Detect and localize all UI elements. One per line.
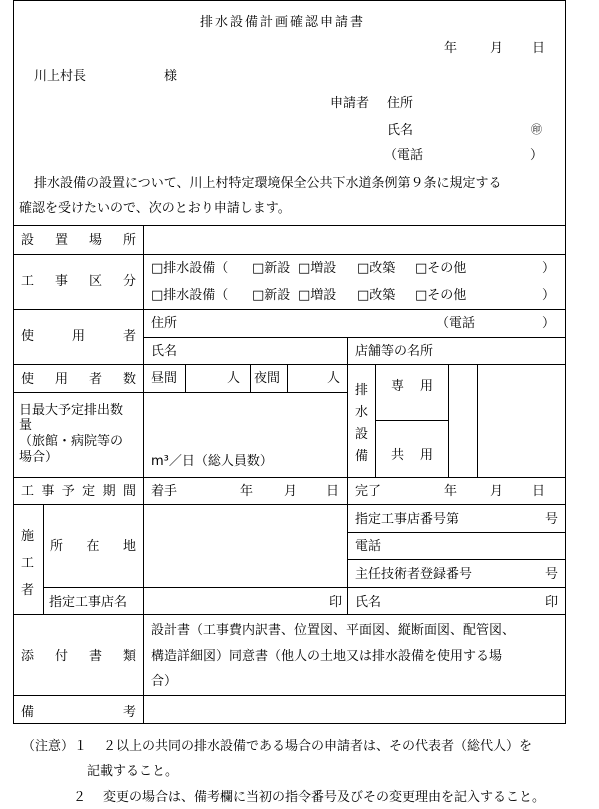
location-label-text-char-1: 置 (54, 233, 68, 248)
applicant-address-label: 住所 (387, 96, 414, 111)
start-label: 着手 (151, 484, 178, 499)
complete-year: 年 (444, 484, 458, 499)
schedule-label-text-char-5: 間 (122, 484, 136, 499)
applicant-role: 申請者 (330, 96, 370, 111)
contractor-address-label-text-char-1: 在 (86, 539, 100, 554)
start-month: 月 (284, 484, 298, 499)
user-label-text-char-1: 用 (71, 329, 85, 344)
exclusive-label (391, 380, 433, 393)
applicant-phone-close: ） (530, 148, 544, 163)
attachments-line-3: 合） (151, 674, 178, 689)
user-name-label: 氏名 (151, 344, 178, 359)
shared-label (391, 449, 433, 462)
date-year-label: 年 (444, 41, 458, 56)
discharge-unit: m³／日（総人員数） (151, 454, 273, 469)
night-label: 夜間 (254, 371, 281, 386)
remodel-option-2[interactable]: □改築 (357, 288, 396, 303)
chief-engineer-label: 主任技術者登録番号 (355, 567, 473, 582)
daytime-label: 昼間 (151, 371, 178, 386)
attachments-label-text-char-0: 添 (21, 649, 35, 664)
attachments-label-text-char-3: 類 (122, 649, 136, 664)
form-title: 排水設備計画確認申請書 (200, 15, 366, 30)
max-discharge-label-4: 場合） (19, 450, 59, 465)
attachments-label-text-char-1: 付 (54, 649, 68, 664)
user-label-text-char-2: 者 (122, 329, 136, 344)
note-2-number: ２ (73, 790, 87, 805)
designated-number-suffix: 号 (545, 512, 559, 527)
daytime-person-unit: 人 (227, 371, 241, 386)
schedule-label-text-char-0: 工 (21, 484, 35, 499)
location-label-text-char-3: 所 (122, 233, 136, 248)
user-count-label-text-char-3: 数 (122, 372, 136, 387)
schedule-label-text-char-1: 事 (41, 484, 55, 499)
intro-line-2: 確認を受けたいので、次のとおり申請します。 (19, 201, 291, 216)
work-type-label-text-char-3: 分 (122, 274, 136, 289)
addressee-suffix: 様 (164, 69, 178, 84)
shared-label-text-char-1: 用 (419, 448, 433, 463)
user-phone-open: （電話 (436, 316, 476, 331)
applicant-name-label: 氏名 (387, 123, 414, 138)
new-option-2[interactable]: □新設 (252, 288, 291, 303)
complete-month: 月 (490, 484, 504, 499)
start-year: 年 (240, 484, 254, 499)
addressee-name: 川上村長 (34, 69, 87, 84)
seal-mark: ㊞ (531, 123, 542, 136)
work-type-line-1[interactable] (151, 262, 228, 275)
location-label-text-char-2: 場 (88, 233, 102, 248)
remodel-option-1[interactable]: □改築 (357, 261, 396, 276)
contractor-address-label (50, 540, 136, 553)
user-address-label: 住所 (151, 316, 178, 331)
max-discharge-label-2: 量 (19, 418, 33, 433)
schedule-label (21, 485, 136, 498)
exclusive-label-text-char-1: 用 (419, 379, 433, 394)
schedule-label-text-char-2: 予 (61, 484, 75, 499)
max-discharge-label-1: 日最大予定排出数 (19, 403, 124, 418)
drain-equip-vertical-label: 排水設備 (355, 383, 369, 464)
exclusive-label-text-char-0: 専 (391, 379, 405, 394)
engineer-seal-mark: 印 (545, 595, 559, 610)
user-count-label-text-char-0: 使 (21, 372, 35, 387)
contractor-label: 施工者 (21, 529, 35, 598)
new-option-1[interactable]: □新設 (252, 261, 291, 276)
user-phone-close: ） (542, 316, 556, 331)
start-day: 日 (326, 484, 340, 499)
attachments-label-text-char-2: 書 (88, 649, 102, 664)
note-1-line-2: 記載すること。 (87, 764, 179, 779)
contractor-address-label-text-char-0: 所 (50, 539, 64, 554)
work-type-label (21, 275, 136, 288)
note-prefix: （注意）１ (22, 739, 88, 754)
designated-store-name-label: 指定工事店名 (49, 595, 128, 610)
complete-day: 日 (532, 484, 546, 499)
drain-equip-checkbox-2[interactable]: □排水設備（ (151, 288, 229, 303)
work-type-label-text-char-1: 事 (54, 274, 68, 289)
other-option-1[interactable]: □その他 (415, 261, 467, 276)
other-option-2[interactable]: □その他 (415, 288, 467, 303)
store-seal-mark: 印 (329, 595, 343, 610)
user-label (21, 330, 136, 343)
attachments-line-2: 構造詳細図）同意書（他人の土地又は排水設備を使用する場 (151, 649, 503, 664)
shared-label-text-char-0: 共 (391, 448, 405, 463)
location-label-text-char-0: 設 (21, 233, 35, 248)
attachments-line-1: 設計書（工事費内訳書、位置図、平面図、縦断面図、配管図、 (151, 623, 516, 638)
user-count-label-text-char-1: 用 (54, 372, 68, 387)
location-label (21, 234, 136, 247)
contractor-address-label-text-char-2: 地 (122, 539, 136, 554)
schedule-label-text-char-4: 期 (102, 484, 116, 499)
work-type-close-1: ） (542, 261, 556, 276)
work-type-label-text-char-2: 区 (88, 274, 102, 289)
user-label-text-char-0: 使 (21, 329, 35, 344)
intro-line-1: 排水設備の設置について、川上村特定環境保全公共下水道条例第９条に規定する (34, 176, 502, 191)
schedule-label-text-char-3: 定 (82, 484, 96, 499)
date-day-label: 日 (532, 41, 546, 56)
remarks-label (21, 706, 136, 719)
note-2-text: 変更の場合は、備考欄に当初の指令番号及びその変更理由を記入すること。 (103, 790, 546, 805)
user-count-label (21, 373, 136, 386)
max-discharge-label-3: （旅館・病院等の (19, 434, 124, 449)
user-count-label-text-char-2: 者 (88, 372, 102, 387)
work-type-label-text-char-0: 工 (21, 274, 35, 289)
work-type-close-2: ） (542, 288, 556, 303)
applicant-phone-label: （電話 (384, 148, 424, 163)
add-option-2[interactable]: □増設 (298, 288, 337, 303)
night-person-unit: 人 (327, 371, 341, 386)
engineer-name-label: 氏名 (355, 595, 382, 610)
add-option-1[interactable]: □増設 (298, 261, 337, 276)
remarks-label-text-char-0: 備 (21, 705, 35, 720)
designated-number-label: 指定工事店番号第 (355, 512, 460, 527)
store-name-label: 店舗等の名所 (355, 344, 434, 359)
chief-engineer-suffix: 号 (545, 567, 559, 582)
contractor-phone-label: 電話 (355, 539, 382, 554)
date-month-label: 月 (490, 41, 504, 56)
remarks-label-text-char-1: 考 (122, 705, 136, 720)
attachments-label (21, 650, 136, 663)
complete-label: 完了 (355, 484, 382, 499)
drain-equip-checkbox-1[interactable]: □排水設備（ (151, 261, 229, 276)
note-1-line-1: ２以上の共同の排水設備である場合の申請者は、その代表者（総代人）を (103, 739, 533, 754)
